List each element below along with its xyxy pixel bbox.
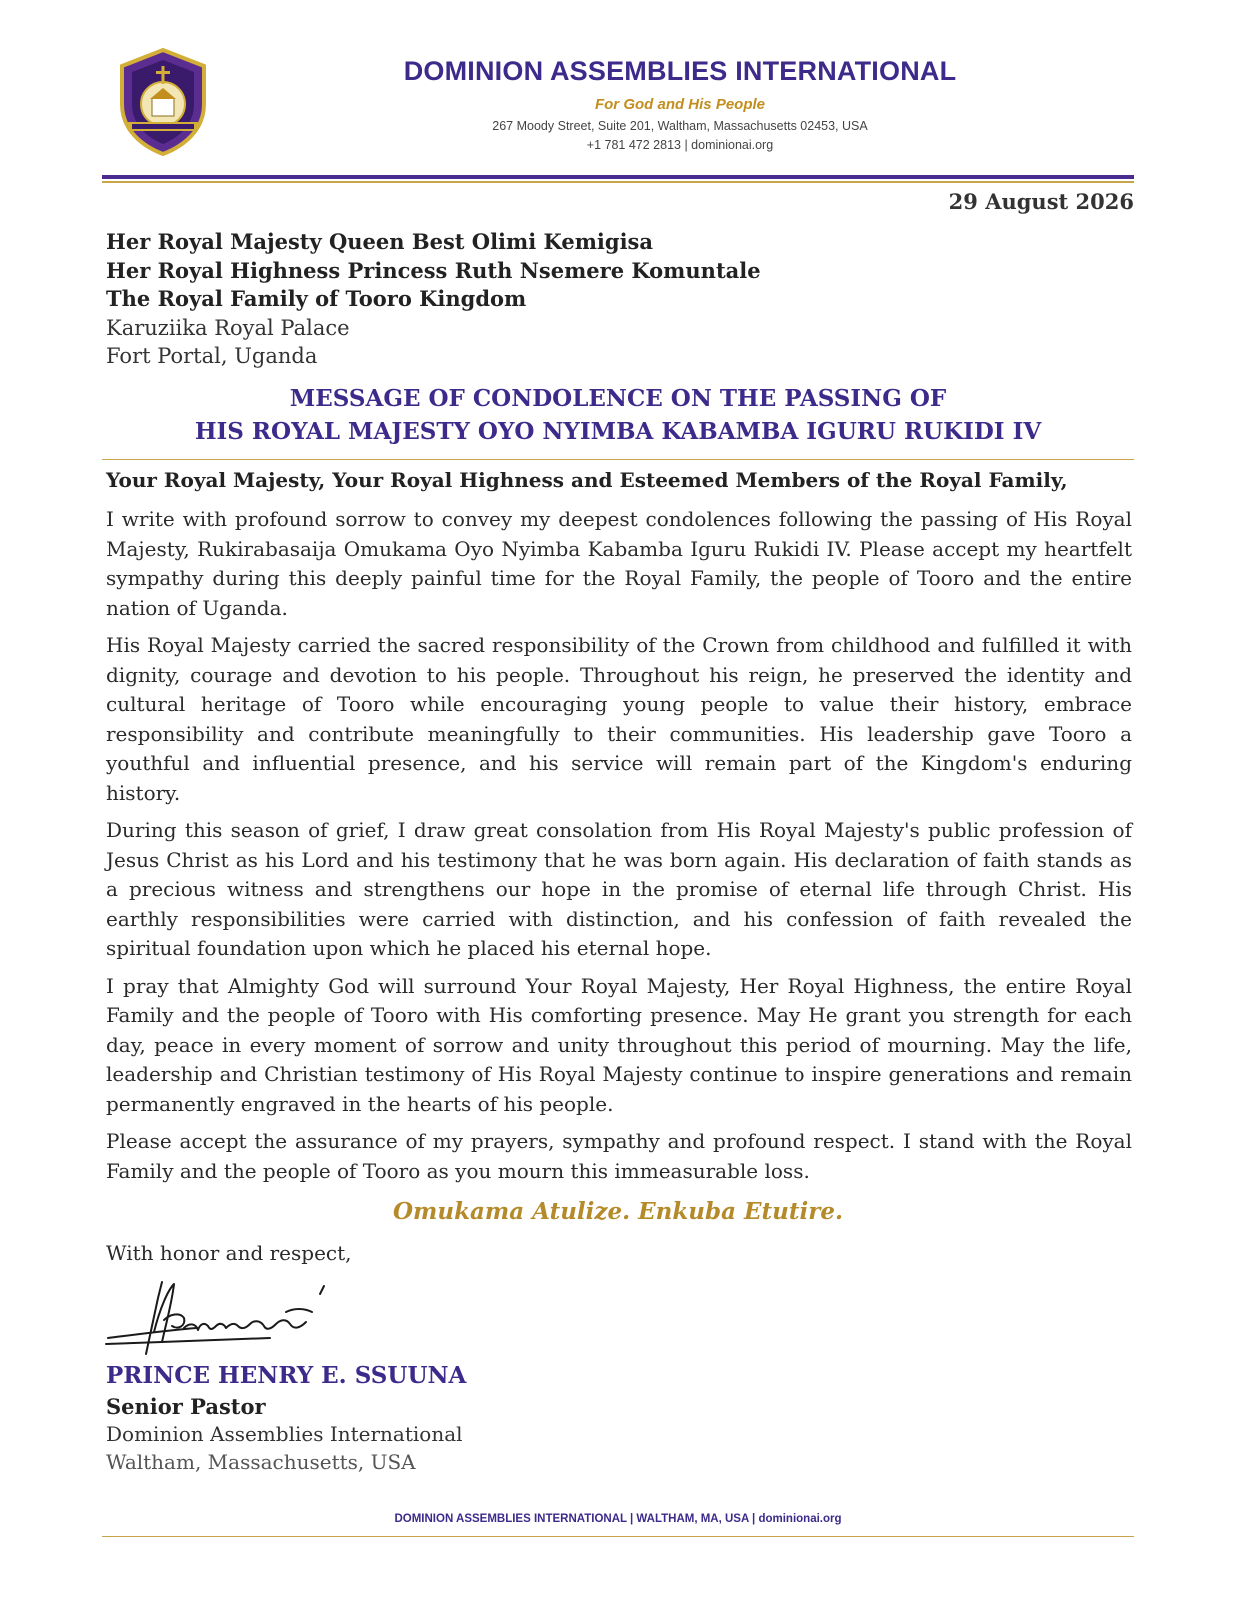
letter-title — [102, 382, 1134, 448]
title-divider — [102, 459, 1134, 460]
salutation: Your Royal Majesty, Your Royal Highness and Esteemed Members of the Royal Family, — [106, 468, 1068, 492]
recipient-line: The Royal Family of Tooro Kingdom — [106, 286, 527, 311]
signatory-name: PRINCE HENRY E. SSUUNA — [106, 1362, 467, 1389]
signatory-role: Senior Pastor — [106, 1394, 266, 1419]
signatory-location: Waltham, Massachusetts, USA — [106, 1450, 416, 1474]
org-address: 267 Moody Street, Suite 201, Waltham, Massachusetts 02453, USA — [492, 119, 868, 133]
closing: With honor and respect, — [106, 1241, 352, 1265]
letter-body — [106, 505, 1132, 1194]
signatory-organization: Dominion Assemblies International — [106, 1422, 463, 1446]
org-tagline: For God and His People — [594, 96, 766, 113]
header-divider-gold — [102, 181, 1134, 183]
church-shield-emblem-icon — [114, 46, 212, 158]
letter-date: 29 August 2026 — [948, 189, 1134, 214]
recipient-line: Her Royal Majesty Queen Best Olimi Kemigisa — [106, 229, 653, 254]
body-paragraph: Please accept the assurance of my prayers, sympathy and profound respect. I stand with the Royal Family and the people of Tooro as you mourn this immeasurable loss. — [106, 1129, 1132, 1183]
recipient-line: Fort Portal, Uganda — [106, 344, 318, 368]
body-paragraph: During this season of grief, I draw great consolation from His Royal Majesty's public profession of Jesus Christ as his Lord and his testimony that he was born again. His declaration of faith stands as a precious witness and strengthens our hope in the promise of eternal life through Christ. His earthly responsibilities were carried with distinction, and his confession of faith revealed the spiritual foundation upon which he placed his eternal hope. — [106, 818, 1132, 960]
motto: Omukama Atulize. Enkuba Etutire. — [392, 1198, 844, 1225]
body-paragraph: His Royal Majesty carried the sacred responsibility of the Crown from childhood and fulfilled it with dignity, courage and devotion to his people. Throughout his reign, he preserved the identity and cultural heritage of Tooro while encouraging young people to value their history, embrace responsibility and contribute meaningfully to their communities. His leadership gave Tooro a youthful and influential presence, and his service will remain part of the Kingdom's enduring history. — [106, 633, 1132, 805]
title-line: HIS ROYAL MAJESTY OYO NYIMBA KABAMBA IGURU RUKIDI IV — [194, 418, 1042, 445]
org-contact: +1 781 472 2813 | dominionai.org — [586, 138, 774, 152]
page-footer: DOMINION ASSEMBLIES INTERNATIONAL | WALTHAM, MA, USA | dominionai.org — [394, 1513, 842, 1525]
recipient-line: Her Royal Highness Princess Ruth Nsemere Komuntale — [106, 257, 761, 283]
handwritten-signature — [100, 1268, 340, 1360]
recipient-block — [106, 228, 761, 371]
recipient-line: Karuziika Royal Palace — [106, 315, 350, 340]
org-name: DOMINION ASSEMBLIES INTERNATIONAL — [403, 56, 957, 86]
body-paragraph: I pray that Almighty God will surround Your Royal Majesty, Her Royal Highness, the entire Royal Family and the people of Tooro with His comforting presence. May He grant you strength for each day, peace in every moment of sorrow and unity throughout this period of mourning. May the life, leadership and Christian testimony of His Royal Majesty continue to inspire generations and remain permanently engraved in the hearts of his people. — [106, 973, 1132, 1116]
body-paragraph: I write with profound sorrow to convey my deepest condolences following the passing of His Royal Majesty, Rukirabasaija Omukama Oyo Nyimba Kabamba Iguru Rukidi IV. Please accept my heartfelt sympathy during this deeply painful time for the Royal Family, the people of Tooro and the entire nation of Uganda. — [106, 507, 1132, 620]
header-divider-purple — [102, 175, 1134, 179]
footer-divider — [102, 1536, 1134, 1537]
title-line: MESSAGE OF CONDOLENCE ON THE PASSING OF — [289, 385, 947, 412]
